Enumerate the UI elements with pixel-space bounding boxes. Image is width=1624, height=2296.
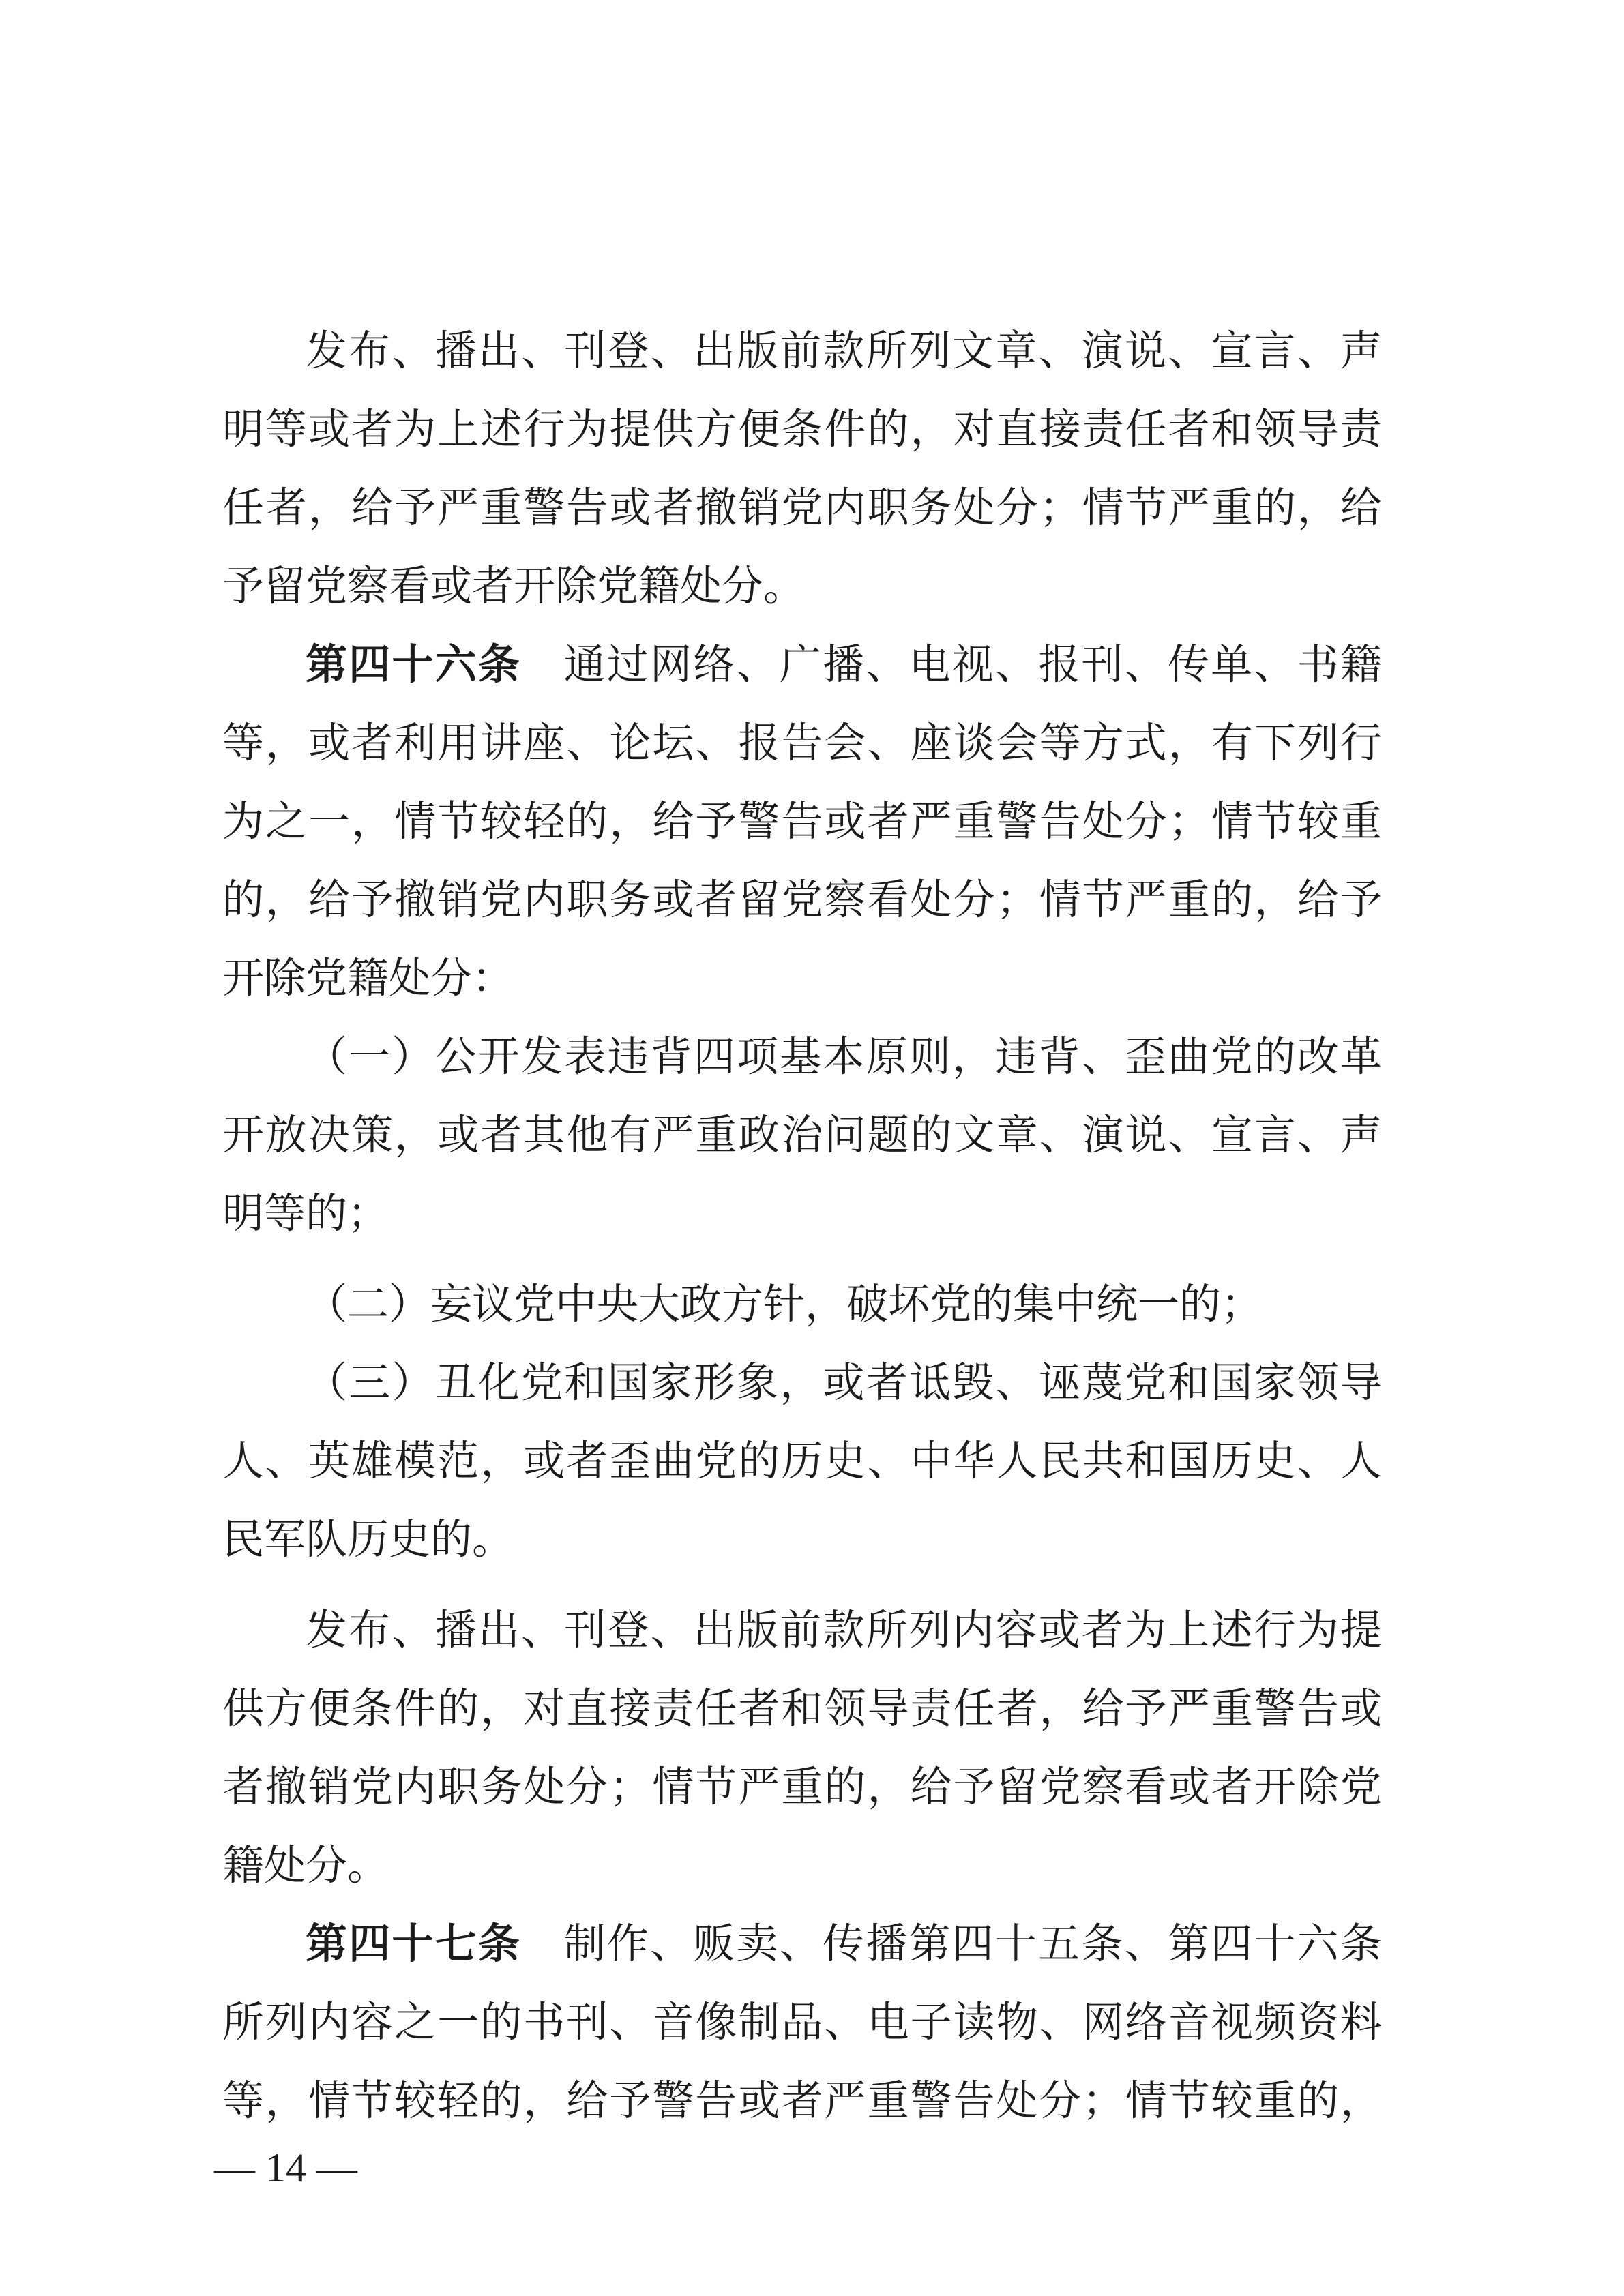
article-first-line	[306, 1907, 1382, 1982]
article-text: 制作、贩卖、传播第四十五条、第四十六条	[562, 1920, 1382, 1968]
paragraph-line: 发布、播出、刊登、出版前款所列内容或者为上述行为提	[306, 1606, 1382, 1654]
paragraph-line: 发布、播出、刊登、出版前款所列文章、演说、宣言、声	[306, 327, 1382, 375]
list-item-line: （三）丑化党和国家形象，或者诋毁、诬蔑党和国家领导	[306, 1358, 1382, 1407]
list-item-line: 开放决策，或者其他有严重政治问题的文章、演说、宣言、声	[222, 1111, 1382, 1159]
list-item-line: 明等的；	[222, 1189, 389, 1238]
paragraph-line: 予留党察看或者开除党籍处分。	[222, 562, 806, 610]
list-item-line: 人、英雄模范，或者歪曲党的历史、中华人民共和国历史、人	[222, 1437, 1382, 1485]
article-label: 第四十七条	[306, 1920, 522, 1968]
paragraph-line: 者撤销党内职务处分；情节严重的，给予留党察看或者开除党	[222, 1763, 1382, 1811]
paragraph-line: 为之一，情节较轻的，给予警告或者严重警告处分；情节较重	[222, 797, 1382, 846]
paragraph-line: 籍处分。	[222, 1841, 389, 1890]
paragraph-line: 等，或者利用讲座、论坛、报告会、座谈会等方式，有下列行	[222, 719, 1382, 767]
paragraph-line: 的，给予撤销党内职务或者留党察看处分；情节严重的，给予	[222, 876, 1382, 924]
paragraph-line: 任者，给予严重警告或者撤销党内职务处分；情节严重的，给	[222, 483, 1382, 532]
list-item-line: （二）妄议党中央大政方针，破坏党的集中统一的；	[306, 1280, 1263, 1328]
paragraph-line: 开除党籍处分：	[222, 954, 514, 1002]
list-item-line: 民军队历史的。	[222, 1515, 514, 1564]
page-number: — 14 —	[214, 2145, 357, 2190]
paragraph-line: 供方便条件的，对直接责任者和领导责任者，给予严重警告或	[222, 1684, 1382, 1733]
paragraph-line: 等，情节较轻的，给予警告或者严重警告处分；情节较重的，	[222, 2076, 1382, 2125]
article-text: 通过网络、广播、电视、报刊、传单、书籍	[562, 640, 1382, 689]
paragraph-line: 所列内容之一的书刊、音像制品、电子读物、网络音视频资料	[222, 1998, 1382, 2046]
paragraph-line: 明等或者为上述行为提供方便条件的，对直接责任者和领导责	[222, 405, 1382, 453]
list-item-line: （一）公开发表违背四项基本原则，违背、歪曲党的改革	[306, 1032, 1382, 1081]
article-label: 第四十六条	[306, 640, 522, 689]
article-first-line	[306, 627, 1382, 702]
